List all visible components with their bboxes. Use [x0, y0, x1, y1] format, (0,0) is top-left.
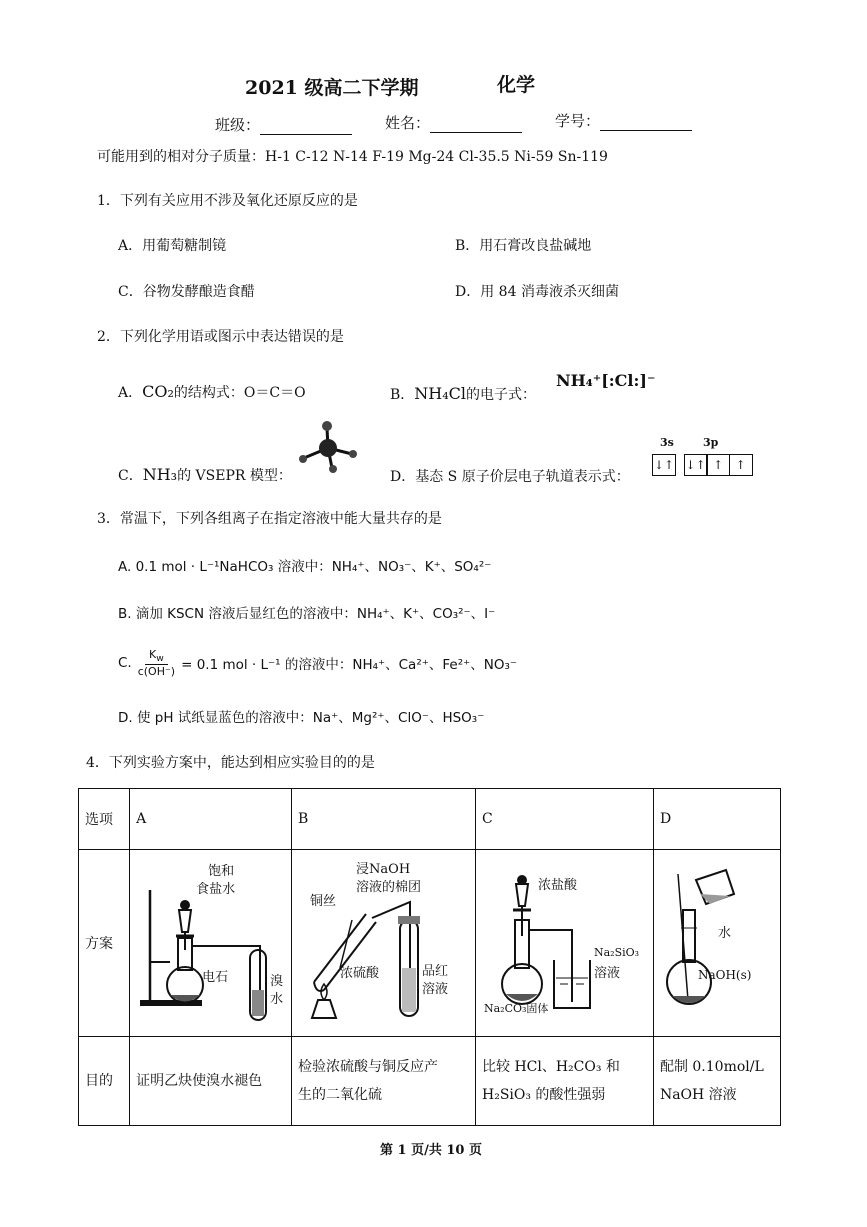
diagram-c-label-3: 溶液: [594, 966, 621, 981]
q4-col-option-label: 选项: [79, 789, 130, 850]
q4-purpose-d: [653, 1037, 780, 1126]
diagram-b-label-3: 铜丝: [310, 894, 337, 909]
q4-diagram-c-cell: [476, 850, 654, 1037]
q4-purpose-d-line-1: 配制 0.10mol/L: [659, 1059, 764, 1075]
diagram-a-label-2: 食盐水: [196, 882, 236, 897]
id-blank[interactable]: [600, 116, 692, 131]
q4-purpose-a: 证明乙炔使溴水褪色: [130, 1037, 292, 1126]
q3-c-rest: = 0.1 mol · L⁻¹ 的溶液中：NH₄⁺、Ca²⁺、Fe²⁺、NO₃⁻: [181, 657, 517, 674]
name-field: [385, 112, 522, 133]
q2-b-formula: NH₄Cl: [414, 384, 467, 403]
diagram-a-label-4: 溴: [270, 974, 284, 989]
diagram-c-label-2: Na₂SiO₃: [594, 946, 640, 959]
q2-option-b: [390, 384, 536, 404]
q2-a-formula: CO₂: [142, 382, 174, 401]
diagram-d-label-1: 水: [717, 926, 731, 941]
q3-option-b: B. 滴加 KSCN 溶液后显红色的溶液中：NH₄⁺、K⁺、CO₃²⁻、I⁻: [118, 606, 496, 622]
q1-option-c: C．谷物发酵酿造食醋: [118, 284, 255, 300]
diagram-a-label-3: 电石: [202, 970, 229, 985]
orbital-3s-label: 3s: [660, 436, 674, 449]
name-label: 姓名：: [385, 114, 431, 132]
id-field: [555, 110, 692, 131]
page-number: 第 1 页/共 10 页: [380, 1143, 482, 1158]
q3-c-numerator: [145, 648, 168, 665]
subject-title: 化学: [497, 74, 536, 96]
name-blank[interactable]: [430, 118, 522, 133]
q4-option-d: D: [653, 789, 780, 850]
q4-option-c: C: [476, 789, 654, 850]
q4-diagram-d-cell: [653, 850, 780, 1037]
q2-c-text: 的 VSEPR 模型：: [177, 468, 292, 484]
q3-stem: 3．常温下，下列各组离子在指定溶液中能大量共存的是: [97, 511, 442, 527]
q3-c-num-w: w: [156, 653, 164, 665]
diagram-c-label-1: 浓盐酸: [538, 878, 578, 893]
q4-purpose-label: 目的: [79, 1037, 130, 1126]
q3-c-fraction: [138, 648, 175, 678]
orbital-3p-label: 3p: [703, 436, 719, 449]
orbital-box-3p-3: ↑: [729, 454, 753, 476]
q4-option-b: B: [292, 789, 476, 850]
q4-purpose-b-line-2: 生的二氧化硫: [298, 1087, 383, 1103]
q4-diagram-a-cell: [130, 850, 292, 1037]
q4-purpose-c-line-1: 比较 HCl、H₂CO₃ 和: [482, 1059, 620, 1075]
q4-purpose-d-line-2: NaOH 溶液: [659, 1087, 737, 1103]
id-label: 学号：: [555, 112, 601, 130]
q3-option-d: D. 使 pH 试纸显蓝色的溶液中：Na⁺、Mg²⁺、ClO⁻、HSO₃⁻: [118, 710, 485, 726]
diagram-b-label-4: 浓硫酸: [340, 966, 380, 981]
q4-purpose-c-line-2: H₂SiO₃ 的酸性强弱: [482, 1087, 606, 1103]
q3-c-prefix: C.: [118, 655, 132, 672]
q3-c-num-k: K: [149, 648, 157, 661]
q1-option-b: B．用石膏改良盐碱地: [455, 238, 592, 254]
q4-diagram-b-cell: [292, 850, 476, 1037]
q2-c-prefix: C．: [118, 468, 143, 484]
q2-b-prefix: B．: [390, 387, 415, 403]
q1-stem: 1．下列有关应用不涉及氧化还原反应的是: [97, 193, 358, 209]
q4-option-a: A: [130, 789, 292, 850]
q2-c-formula: NH₃: [142, 465, 178, 484]
q4-header-row: [79, 789, 781, 850]
orbital-box-3p-2: ↑: [706, 454, 730, 476]
q4-plan-row: [79, 850, 781, 1037]
q4-plan-label: 方案: [79, 850, 130, 1037]
nh4cl-electron-structure: NH₄⁺[:Cl:]⁻: [556, 371, 656, 390]
diagram-b-label-6: 溶液: [422, 982, 449, 997]
q2-option-d: D．基态 S 原子价层电子轨道表示式：: [390, 469, 630, 485]
diagram-c-label-4: Na₂CO₃固体: [484, 1002, 549, 1015]
q2-a-text: 的结构式：O＝C＝O: [173, 385, 306, 401]
diagram-b-label-2: 溶液的棉团: [356, 880, 422, 895]
nh3-vsepr-model-icon: [292, 418, 364, 474]
q2-option-a: [118, 382, 306, 402]
q4-purpose-b: [292, 1037, 476, 1126]
orbital-diagram: [652, 454, 751, 476]
class-field: [215, 114, 352, 135]
q3-option-a: A. 0.1 mol · L⁻¹NaHCO₃ 溶液中：NH₄⁺、NO₃⁻、K⁺、SO₄²⁻: [118, 559, 492, 575]
diagram-a-label-1: 饱和: [208, 864, 235, 879]
q4-table: [78, 788, 781, 1126]
exam-title: 2021 级高二下学期: [245, 77, 419, 99]
q4-purpose-row: [79, 1037, 781, 1126]
q2-a-prefix: A．: [118, 385, 143, 401]
class-blank[interactable]: [260, 120, 352, 135]
orbital-box-3p-1: ↓↑: [684, 454, 708, 476]
q2-option-c: [118, 465, 292, 485]
q2-b-text: 的电子式：: [466, 387, 537, 403]
solution-preparation-apparatus-icon: [654, 850, 780, 1032]
q1-option-d: D．用 84 消毒液杀灭细菌: [455, 284, 619, 300]
diagram-b-label-1: 浸NaOH: [356, 862, 411, 877]
diagram-d-label-2: NaOH(s): [697, 968, 752, 982]
orbital-box-3s: ↓↑: [652, 454, 676, 476]
q1-option-a: A．用葡萄糖制镜: [118, 238, 227, 254]
relative-masses: 可能用到的相对分子质量：H-1 C-12 N-14 F-19 Mg-24 Cl-35.5 Ni-59 Sn-119: [97, 149, 608, 165]
q4-purpose-c: [476, 1037, 654, 1126]
diagram-b-label-5: 品红: [422, 964, 449, 979]
q4-stem: 4．下列实验方案中，能达到相应实验目的的是: [86, 755, 375, 771]
class-label: 班级：: [215, 116, 261, 134]
q3-c-denominator: c(OH⁻): [137, 665, 176, 679]
q4-purpose-b-line-1: 检验浓硫酸与铜反应产: [298, 1059, 439, 1075]
q3-option-c: [118, 648, 517, 678]
q2-stem: 2．下列化学用语或图示中表达错误的是: [97, 329, 344, 345]
diagram-a-label-5: 水: [270, 992, 284, 1007]
